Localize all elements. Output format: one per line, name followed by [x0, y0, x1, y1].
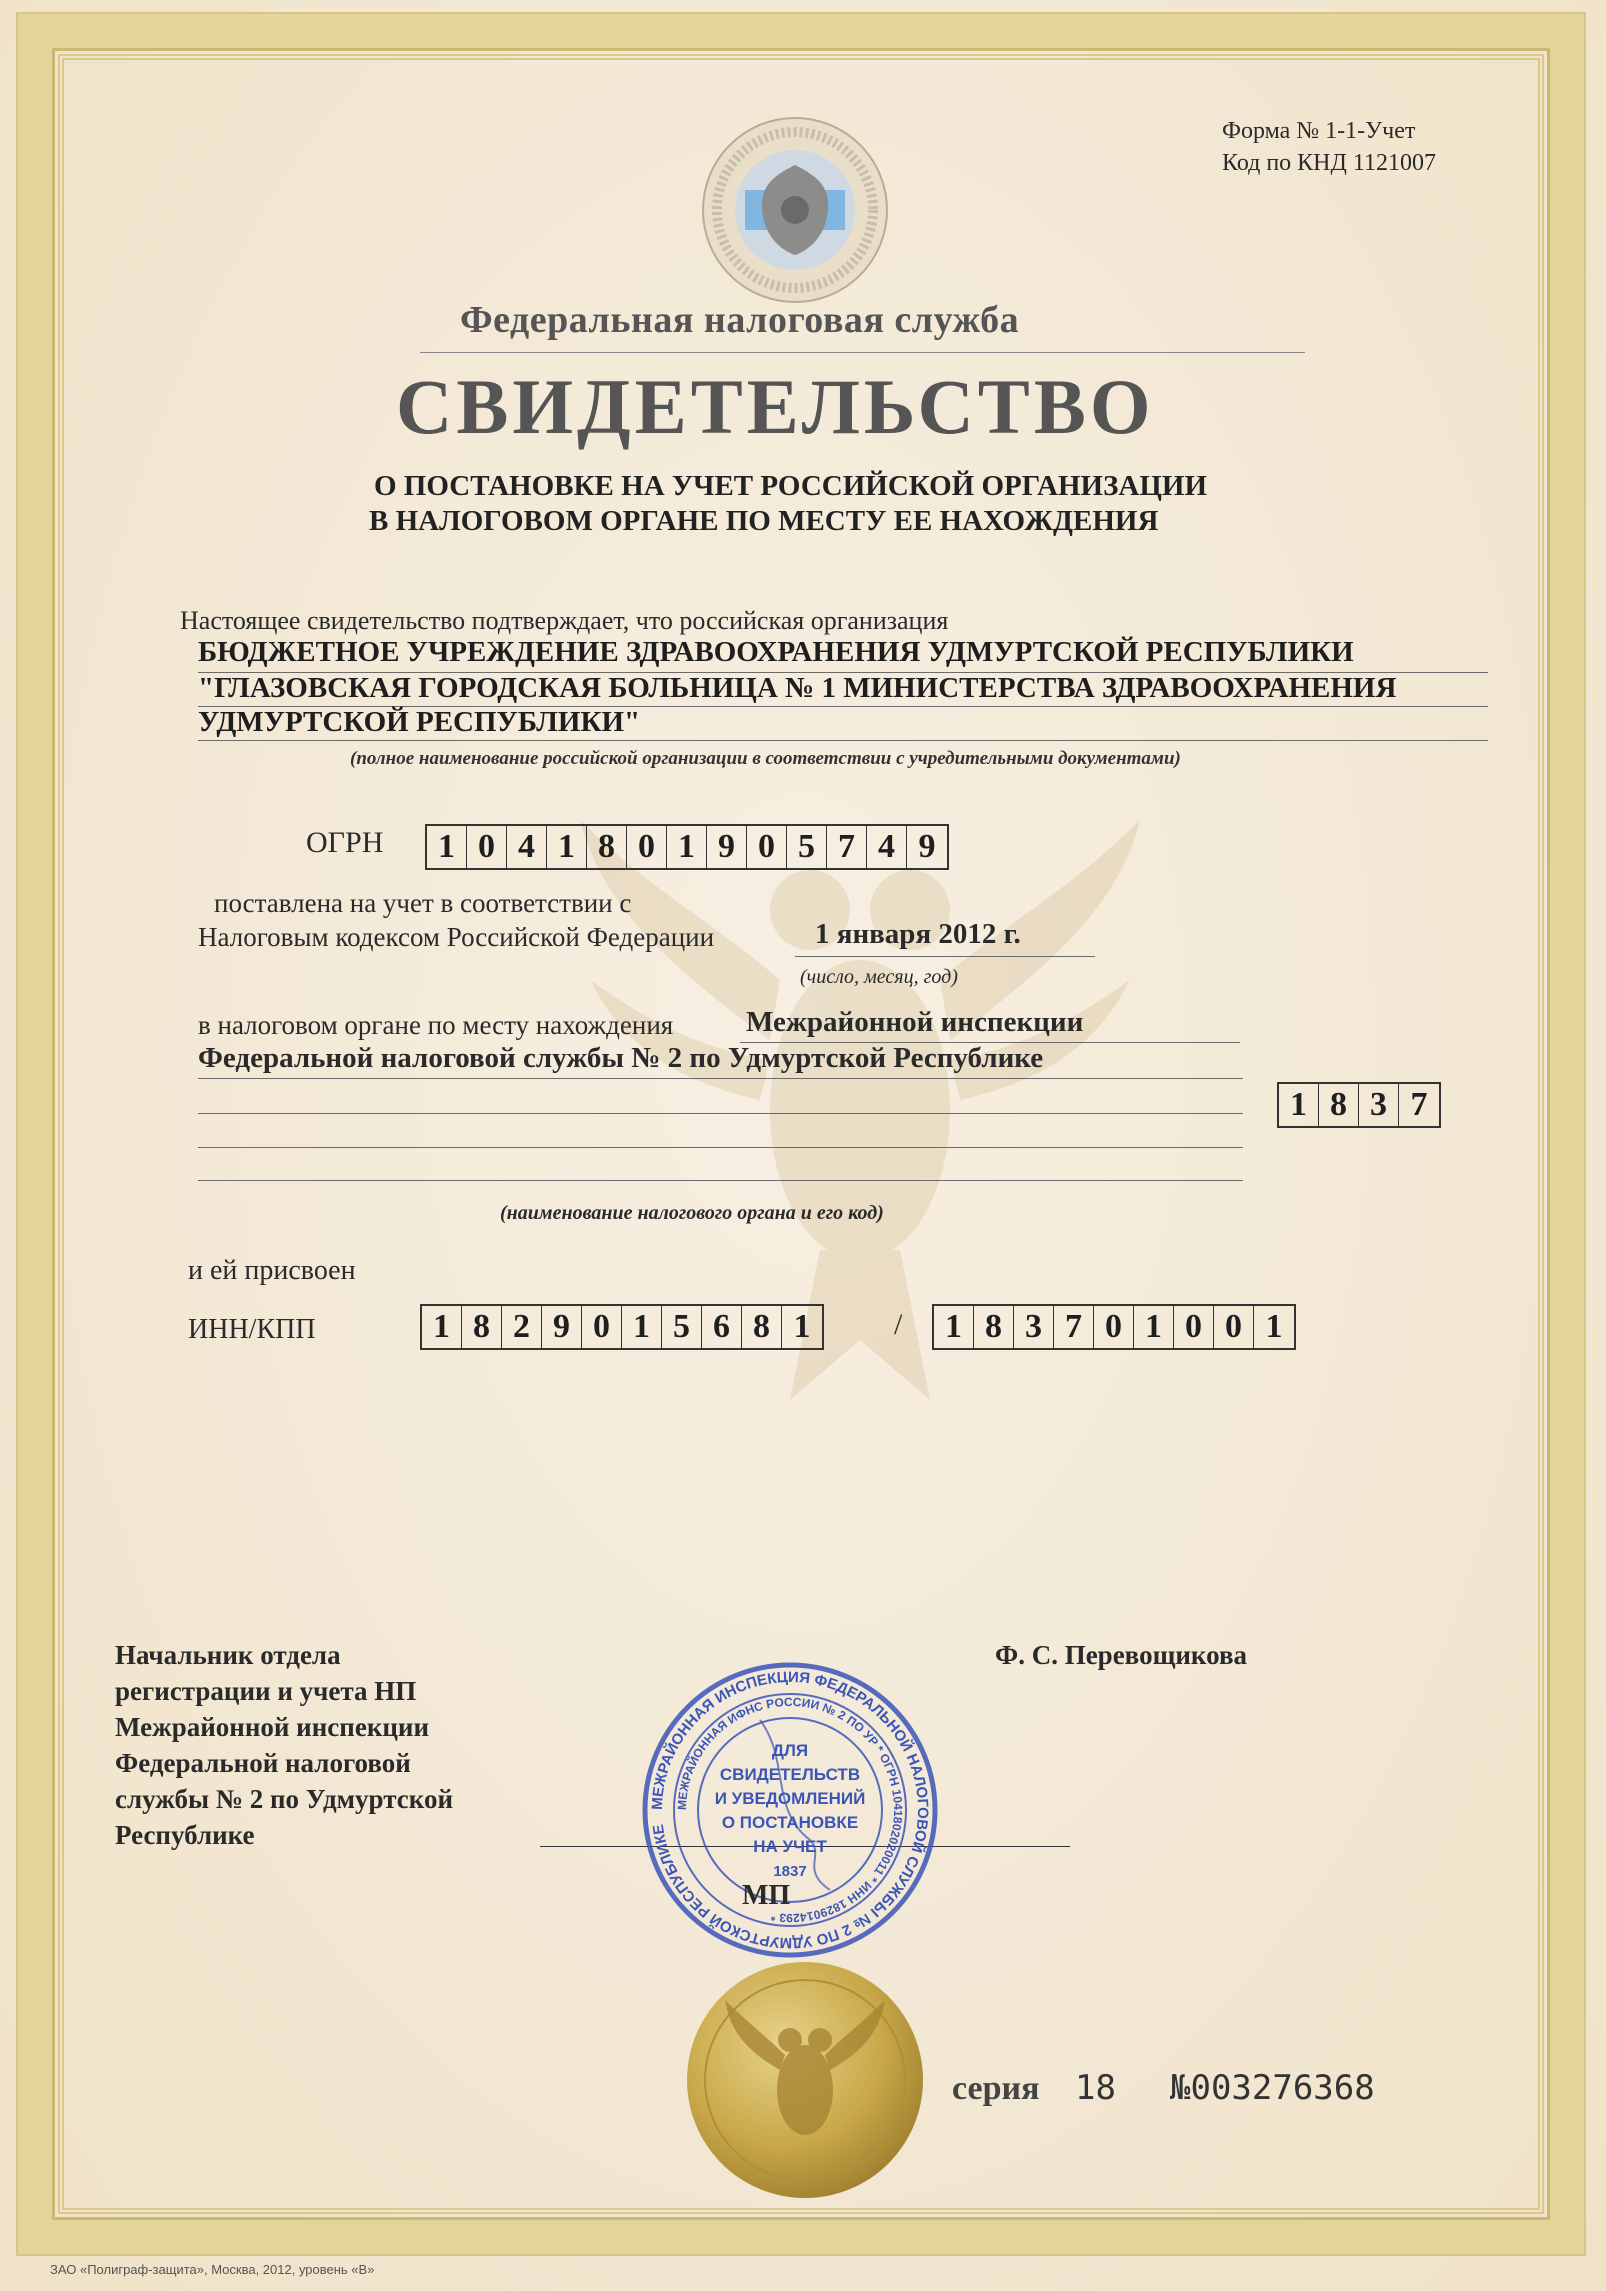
tax-office-name2: Федеральной налоговой службы № 2 по Удмуртской Республике — [198, 1042, 1044, 1074]
signatory-title-line: Республике — [115, 1820, 255, 1850]
stamp-center-line: И УВЕДОМЛЕНИЙ — [714, 1789, 866, 1808]
stamp-center-line: СВИДЕТЕЛЬСТВ — [719, 1765, 861, 1784]
tax-office-rule4 — [198, 1147, 1243, 1148]
ogrn-digit: 7 — [827, 826, 867, 868]
kpp-digit: 1 — [934, 1306, 974, 1348]
stamp-inner-text: МЕЖРАЙОННАЯ ИФНС РОССИИ № 2 ПО УР * ОГРН 1041802020011 * ИНН 1829014293 * — [674, 1694, 906, 1926]
kpp-digit: 7 — [1054, 1306, 1094, 1348]
inn-digit: 5 — [662, 1306, 702, 1348]
signatory-name: Ф. С. Перевощикова — [995, 1640, 1248, 1670]
org-name-line2: "ГЛАЗОВСКАЯ ГОРОДСКАЯ БОЛЬНИЦА № 1 МИНИСТЕРСТВА ЗДРАВООХРАНЕНИЯ — [198, 672, 1397, 704]
ogrn-digit: 0 — [627, 826, 667, 868]
tax-office-prefix: в налоговом органе по месту нахождения — [198, 1010, 674, 1040]
ogrn-digit: 4 — [867, 826, 907, 868]
date-rule — [795, 956, 1095, 957]
printer-imprint: ЗАО «Полиграф-защита», Москва, 2012, уровень «В» — [50, 2262, 375, 2277]
kpp-digit: 3 — [1014, 1306, 1054, 1348]
tax-office-name1: Межрайонной инспекции — [746, 1006, 1084, 1038]
ogrn-digit: 1 — [427, 826, 467, 868]
kpp-digit: 1 — [1134, 1306, 1174, 1348]
ogrn-label: ОГРН — [306, 826, 384, 859]
stamp-center-line: НА УЧЕТ — [753, 1837, 827, 1856]
inn-digit: 0 — [582, 1306, 622, 1348]
gold-seal-icon — [685, 1960, 925, 2200]
ogrn-digit: 4 — [507, 826, 547, 868]
ogrn-digit: 0 — [467, 826, 507, 868]
tax-office-rule3 — [198, 1113, 1243, 1114]
tax-code-digit: 8 — [1319, 1084, 1359, 1126]
form-number: Форма № 1-1-Учет — [1222, 118, 1416, 144]
tax-code-digit: 1 — [1279, 1084, 1319, 1126]
inn-kpp-label: ИНН/КПП — [188, 1314, 316, 1345]
assigned-text: и ей присвоен — [188, 1255, 356, 1286]
stamp-center-line: ДЛЯ — [771, 1741, 809, 1760]
tax-office-rule2 — [198, 1078, 1243, 1079]
inn-digit: 1 — [793, 1308, 811, 1345]
stamp-center-line: О ПОСТАНОВКЕ — [721, 1813, 859, 1832]
kpp-digit: 0 — [1094, 1306, 1134, 1348]
inn-digit: 1 — [422, 1306, 462, 1348]
date-caption: (число, месяц, год) — [800, 966, 958, 988]
intro-text: Настоящее свидетельство подтверждает, что российская организация — [180, 606, 949, 635]
kpp-digit: 8 — [974, 1306, 1014, 1348]
inn-digit: 1 — [622, 1306, 662, 1348]
knd-code: Код по КНД 1121007 — [1222, 150, 1436, 176]
inn-digit: 9 — [542, 1306, 582, 1348]
kpp-cells — [932, 1304, 1296, 1350]
tax-code-digit: 7 — [1410, 1086, 1428, 1123]
stamp-outer-text: МЕЖРАЙОННАЯ ИНСПЕКЦИЯ ФЕДЕРАЛЬНОЙ НАЛОГОВОЙ СЛУЖБЫ № 2 ПО УДМУРТСКОЙ РЕСПУБЛИКЕ — [648, 1668, 932, 1952]
blue-stamp — [640, 1660, 940, 1960]
ogrn-digit: 0 — [747, 826, 787, 868]
org-name-line1: БЮДЖЕТНОЕ УЧРЕЖДЕНИЕ ЗДРАВООХРАНЕНИЯ УДМУРТСКОЙ РЕСПУБЛИКИ — [198, 636, 1354, 668]
fns-emblem-icon — [700, 115, 890, 305]
series-value: 18 — [1075, 2068, 1116, 2108]
signatory-title-line: Федеральной налоговой — [115, 1748, 411, 1778]
tax-code-digit: 3 — [1359, 1084, 1399, 1126]
ogrn-digit: 9 — [918, 828, 936, 865]
ogrn-digit: 1 — [547, 826, 587, 868]
kpp-digit: 0 — [1214, 1306, 1254, 1348]
tax-office-code-cells — [1277, 1082, 1441, 1128]
tax-office-caption: (наименование налогового органа и его код) — [500, 1202, 884, 1224]
series-number: №003276368 — [1170, 2068, 1375, 2108]
kpp-digit: 1 — [1265, 1308, 1283, 1345]
inn-digit: 2 — [502, 1306, 542, 1348]
ogrn-digit: 9 — [707, 826, 747, 868]
agency-name: Федеральная налоговая служба — [460, 299, 1020, 341]
org-line3-rule — [198, 740, 1488, 741]
ogrn-digit: 8 — [587, 826, 627, 868]
signatory-title-line: регистрации и учета НП — [115, 1676, 417, 1706]
signatory-title-line: Начальник отдела — [115, 1640, 341, 1670]
inn-digit: 6 — [702, 1306, 742, 1348]
stamp-center-line: 1837 — [773, 1863, 807, 1880]
series-label: серия — [952, 2070, 1040, 2107]
inn-cells — [420, 1304, 824, 1350]
signatory-title-line: службы № 2 по Удмуртской — [115, 1784, 454, 1814]
ogrn-digit: 5 — [787, 826, 827, 868]
registration-date: 1 января 2012 г. — [815, 918, 1021, 950]
agency-underline — [420, 352, 1305, 353]
subtitle-line2: В НАЛОГОВОМ ОРГАНЕ ПО МЕСТУ ЕЕ НАХОЖДЕНИЯ — [369, 505, 1159, 537]
kpp-digit: 0 — [1174, 1306, 1214, 1348]
tax-office-rule5 — [198, 1180, 1243, 1181]
signatory-title-line: Межрайонной инспекции — [115, 1712, 430, 1742]
mp-label: МП — [742, 1880, 791, 1911]
ogrn-cells — [425, 824, 949, 870]
page-title: СВИДЕТЕЛЬСТВО — [396, 363, 1155, 450]
ogrn-digit: 1 — [667, 826, 707, 868]
inn-digit: 8 — [742, 1306, 782, 1348]
subtitle-line1: О ПОСТАНОВКЕ НА УЧЕТ РОССИЙСКОЙ ОРГАНИЗАЦИИ — [374, 470, 1207, 502]
org-name-line3: УДМУРТСКОЙ РЕСПУБЛИКИ" — [198, 706, 641, 738]
inn-digit: 8 — [462, 1306, 502, 1348]
registered-line2: Налоговым кодексом Российской Федерации — [198, 922, 715, 952]
registered-line1: поставлена на учет в соответствии с — [214, 888, 632, 918]
inn-kpp-separator: / — [894, 1308, 903, 1341]
org-caption: (полное наименование российской организации в соответствии с учредительными документами) — [350, 748, 1181, 769]
